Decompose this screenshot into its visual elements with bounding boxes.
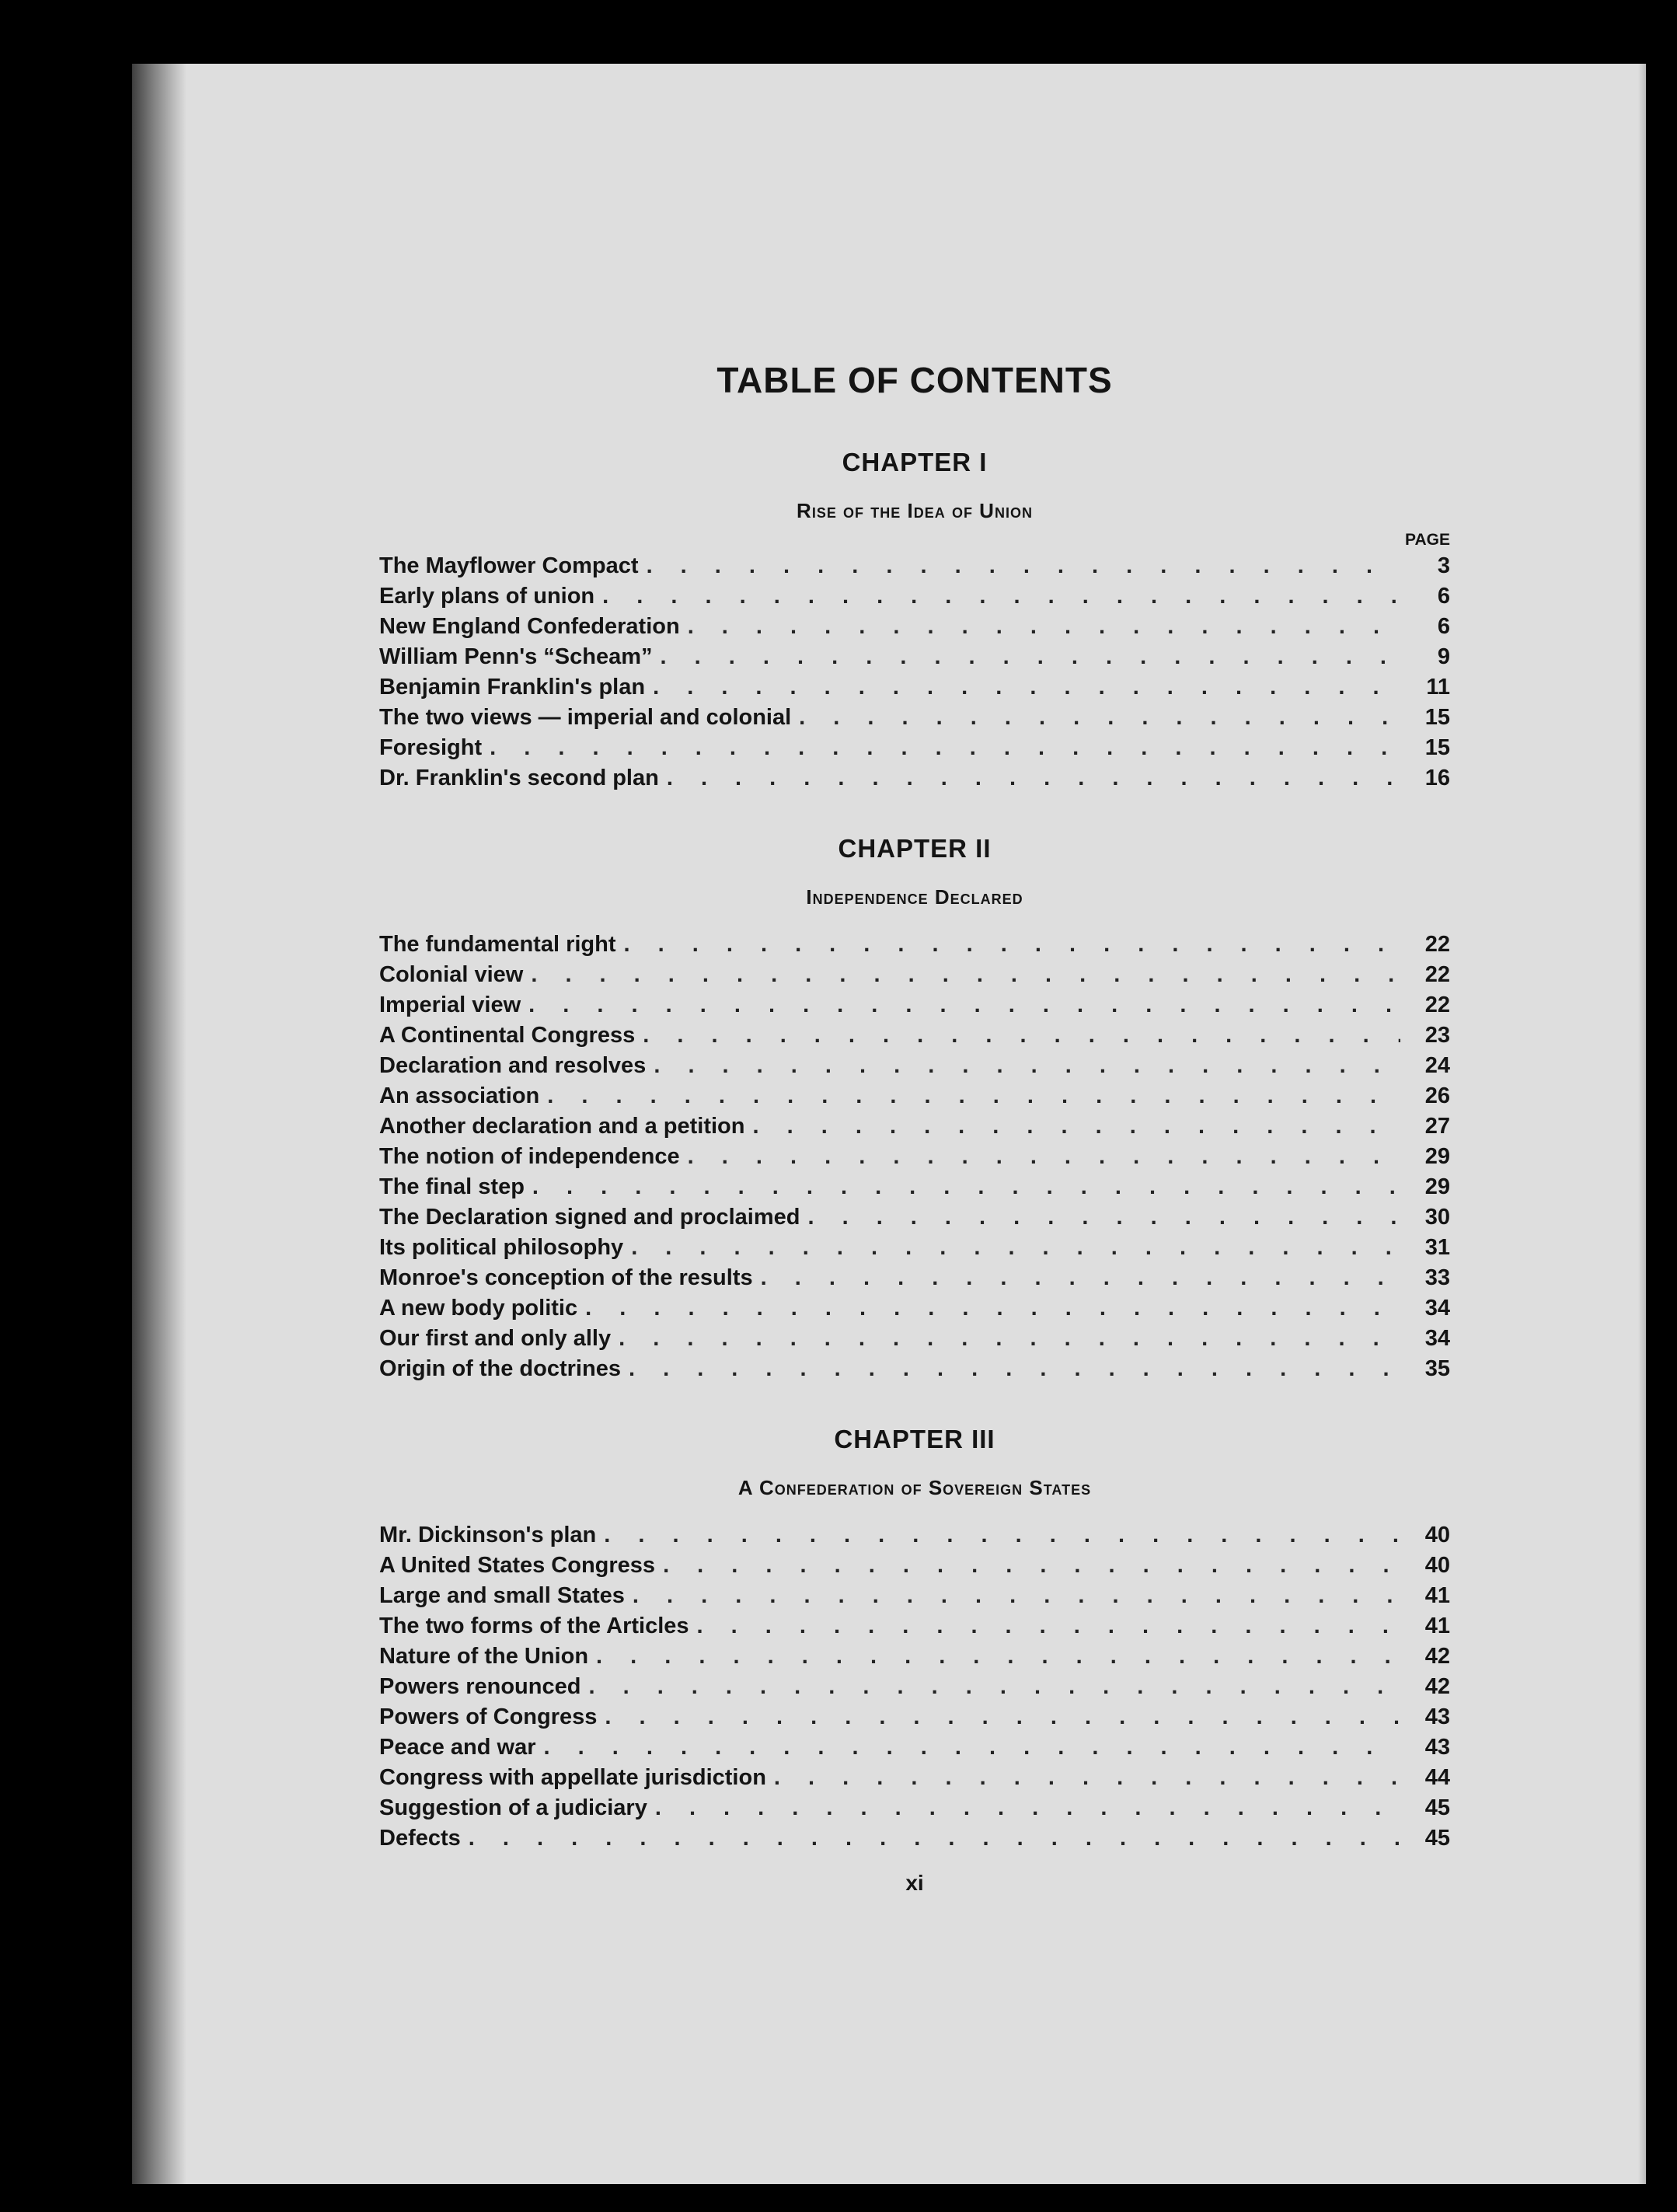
toc-entry	[379, 1263, 1450, 1293]
toc-entry	[379, 960, 1450, 990]
dot-leader	[807, 1202, 1400, 1233]
chapter-heading: CHAPTER II	[838, 834, 992, 863]
toc-entry-page: 42	[1424, 1644, 1450, 1669]
toc-entry-label: Dr. Franklin's second plan	[379, 766, 659, 790]
chapter-section-3	[379, 1425, 1450, 1854]
toc-entry	[379, 612, 1450, 642]
toc-entry-page: 34	[1424, 1326, 1450, 1351]
toc-entry-label: Our first and only ally	[379, 1326, 612, 1351]
dot-leader	[490, 733, 1400, 763]
toc-entry	[379, 1354, 1450, 1384]
book-gutter-shadow	[132, 64, 187, 2184]
dot-leader	[753, 1111, 1401, 1142]
toc-entry-page: 34	[1424, 1296, 1450, 1321]
toc-entry	[379, 581, 1450, 612]
toc-entry	[379, 1051, 1450, 1081]
toc-entry-page: 45	[1424, 1826, 1450, 1851]
book-page	[132, 64, 1646, 2184]
toc-entry	[379, 1021, 1450, 1051]
toc-entry-page: 16	[1424, 766, 1450, 790]
chapter-title: A Confederation of Sovereign States	[737, 1476, 1092, 1499]
dot-leader	[528, 990, 1400, 1021]
toc-entry	[379, 763, 1450, 794]
toc-entry-label: Benjamin Franklin's plan	[379, 675, 646, 700]
chapter-section-2	[379, 834, 1450, 1384]
toc-entry-page: 23	[1424, 1023, 1450, 1048]
page-column-label: PAGE	[1405, 531, 1450, 549]
dot-leader	[774, 1763, 1400, 1793]
toc-entry-label: The final step	[379, 1174, 525, 1199]
toc-title: TABLE OF CONTENTS	[716, 360, 1113, 400]
toc-entry-page: 43	[1424, 1735, 1450, 1760]
toc-entry-label: Foresight	[379, 735, 483, 760]
toc-entry-label: William Penn's “Scheam”	[379, 644, 653, 669]
toc-entry-label: A new body politic	[379, 1296, 578, 1321]
toc-entry-label: Powers renounced	[379, 1674, 581, 1699]
dot-leader	[602, 581, 1400, 612]
dot-leader	[469, 1823, 1400, 1854]
dot-leader	[585, 1293, 1400, 1324]
toc-entry-page: 35	[1424, 1356, 1450, 1381]
toc-entry-label: The Mayflower Compact	[379, 553, 639, 578]
toc-entry	[379, 1081, 1450, 1111]
toc-entry-label: New England Confederation	[379, 614, 680, 639]
toc-entry	[379, 1202, 1450, 1233]
dot-leader	[688, 612, 1400, 642]
toc-entry-label: Monroe's conception of the results	[379, 1265, 753, 1290]
toc-entry-page: 22	[1424, 962, 1450, 987]
toc-entry	[379, 1823, 1450, 1854]
toc-entry	[379, 733, 1450, 763]
toc-entry-label: Another declaration and a petition	[379, 1114, 745, 1139]
toc-entry-list	[379, 1520, 1450, 1854]
toc-entry-page: 41	[1424, 1583, 1450, 1608]
toc-entry-label: Origin of the doctrines	[379, 1356, 621, 1381]
toc-entry-list	[379, 551, 1450, 794]
toc-entry-page: 29	[1424, 1174, 1450, 1199]
dot-leader	[667, 763, 1400, 794]
dot-leader	[655, 1793, 1400, 1823]
toc-entry-label: An association	[379, 1083, 540, 1108]
toc-entry	[379, 703, 1450, 733]
toc-entry	[379, 1732, 1450, 1763]
toc-entry-page: 27	[1424, 1114, 1450, 1139]
toc-entry-page: 31	[1424, 1235, 1450, 1260]
dot-leader	[663, 1551, 1400, 1581]
toc-entry	[379, 1324, 1450, 1354]
toc-entry-page: 40	[1424, 1553, 1450, 1578]
dot-leader	[761, 1263, 1400, 1293]
toc-entry-page: 15	[1424, 735, 1450, 760]
dot-leader	[647, 551, 1400, 581]
toc-entry-page: 44	[1424, 1765, 1450, 1790]
toc-entry-label: The notion of independence	[379, 1144, 680, 1169]
dot-leader	[532, 1172, 1400, 1202]
dot-leader	[531, 960, 1400, 990]
toc-entry-page: 6	[1437, 584, 1450, 609]
toc-entry	[379, 1551, 1450, 1581]
toc-entry-label: Suggestion of a judiciary	[379, 1795, 647, 1820]
dot-leader	[643, 1021, 1400, 1051]
toc-entry-label: Declaration and resolves	[379, 1053, 647, 1078]
toc-entry-label: Defects	[379, 1826, 461, 1851]
dot-leader	[799, 703, 1400, 733]
toc-entry-label: Nature of the Union	[379, 1644, 589, 1669]
toc-entry	[379, 1611, 1450, 1642]
toc-entry-page: 22	[1424, 993, 1450, 1017]
dot-leader	[596, 1642, 1400, 1672]
toc-entry	[379, 1172, 1450, 1202]
toc-entry-page: 9	[1437, 644, 1450, 669]
toc-entry	[379, 1293, 1450, 1324]
toc-entry	[379, 1233, 1450, 1263]
toc-entry-page: 30	[1424, 1205, 1450, 1230]
toc-entry-page: 42	[1424, 1674, 1450, 1699]
toc-entry	[379, 1702, 1450, 1732]
toc-entry-label: Powers of Congress	[379, 1704, 598, 1729]
toc-entry-list	[379, 930, 1450, 1384]
dot-leader	[547, 1081, 1400, 1111]
chapter-heading: CHAPTER III	[834, 1425, 995, 1453]
dot-leader	[605, 1702, 1400, 1732]
toc-entry-label: The two forms of the Articles	[379, 1614, 689, 1638]
toc-entry-page: 6	[1437, 614, 1450, 639]
toc-entry	[379, 1672, 1450, 1702]
toc-entry-label: Large and small States	[379, 1583, 625, 1608]
chapter-title: Rise of the Idea of Union	[797, 499, 1033, 522]
toc-entry-page: 41	[1424, 1614, 1450, 1638]
dot-leader	[688, 1142, 1400, 1172]
toc-entry	[379, 1111, 1450, 1142]
toc-entry-page: 3	[1437, 553, 1450, 578]
toc-entry	[379, 1520, 1450, 1551]
dot-leader	[588, 1672, 1400, 1702]
toc-entry-label: A United States Congress	[379, 1553, 656, 1578]
toc-entry-page: 24	[1424, 1053, 1450, 1078]
toc-entry-label: Imperial view	[379, 993, 521, 1017]
dot-leader	[619, 1324, 1400, 1354]
toc-entry	[379, 1642, 1450, 1672]
toc-entry-page: 40	[1424, 1523, 1450, 1547]
toc-entry	[379, 1763, 1450, 1793]
toc-entry	[379, 930, 1450, 960]
chapter-section-1	[379, 448, 1450, 794]
toc-entry-label: Its political philosophy	[379, 1235, 624, 1260]
toc-entry-page: 43	[1424, 1704, 1450, 1729]
toc-entry	[379, 1793, 1450, 1823]
toc-entry-page: 45	[1424, 1795, 1450, 1820]
page-edge	[1638, 64, 1646, 2184]
toc-content	[379, 359, 1450, 1896]
toc-entry-label: Early plans of union	[379, 584, 595, 609]
dot-leader	[544, 1732, 1401, 1763]
dot-leader	[633, 1581, 1400, 1611]
toc-entry-page: 26	[1424, 1083, 1450, 1108]
toc-entry-label: A Continental Congress	[379, 1023, 636, 1048]
toc-entry-page: 11	[1426, 675, 1450, 700]
dot-leader	[624, 930, 1401, 960]
toc-entry-label: Colonial view	[379, 962, 524, 987]
page-number: xi	[905, 1871, 924, 1895]
toc-entry-label: The fundamental right	[379, 932, 616, 957]
chapter-heading: CHAPTER I	[842, 448, 988, 476]
toc-entry-page: 15	[1424, 705, 1450, 730]
dot-leader	[661, 642, 1400, 672]
toc-entry	[379, 1142, 1450, 1172]
toc-entry	[379, 551, 1450, 581]
toc-entry	[379, 1581, 1450, 1611]
dot-leader	[653, 672, 1400, 703]
toc-entry-label: The Declaration signed and proclaimed	[379, 1205, 800, 1230]
toc-entry	[379, 672, 1450, 703]
dot-leader	[654, 1051, 1400, 1081]
toc-entry	[379, 990, 1450, 1021]
toc-entry-page: 33	[1424, 1265, 1450, 1290]
chapter-title: Independence Declared	[806, 885, 1023, 909]
toc-entry-label: Mr. Dickinson's plan	[379, 1523, 597, 1547]
toc-entry-label: Congress with appellate jurisdiction	[379, 1765, 766, 1790]
toc-entry	[379, 642, 1450, 672]
dot-leader	[631, 1233, 1400, 1263]
dot-leader	[604, 1520, 1400, 1551]
toc-entry-page: 29	[1424, 1144, 1450, 1169]
toc-entry-page: 22	[1424, 932, 1450, 957]
dot-leader	[697, 1611, 1400, 1642]
toc-entry-label: Peace and war	[379, 1735, 536, 1760]
toc-entry-label: The two views — imperial and colonial	[379, 705, 792, 730]
dot-leader	[629, 1354, 1400, 1384]
